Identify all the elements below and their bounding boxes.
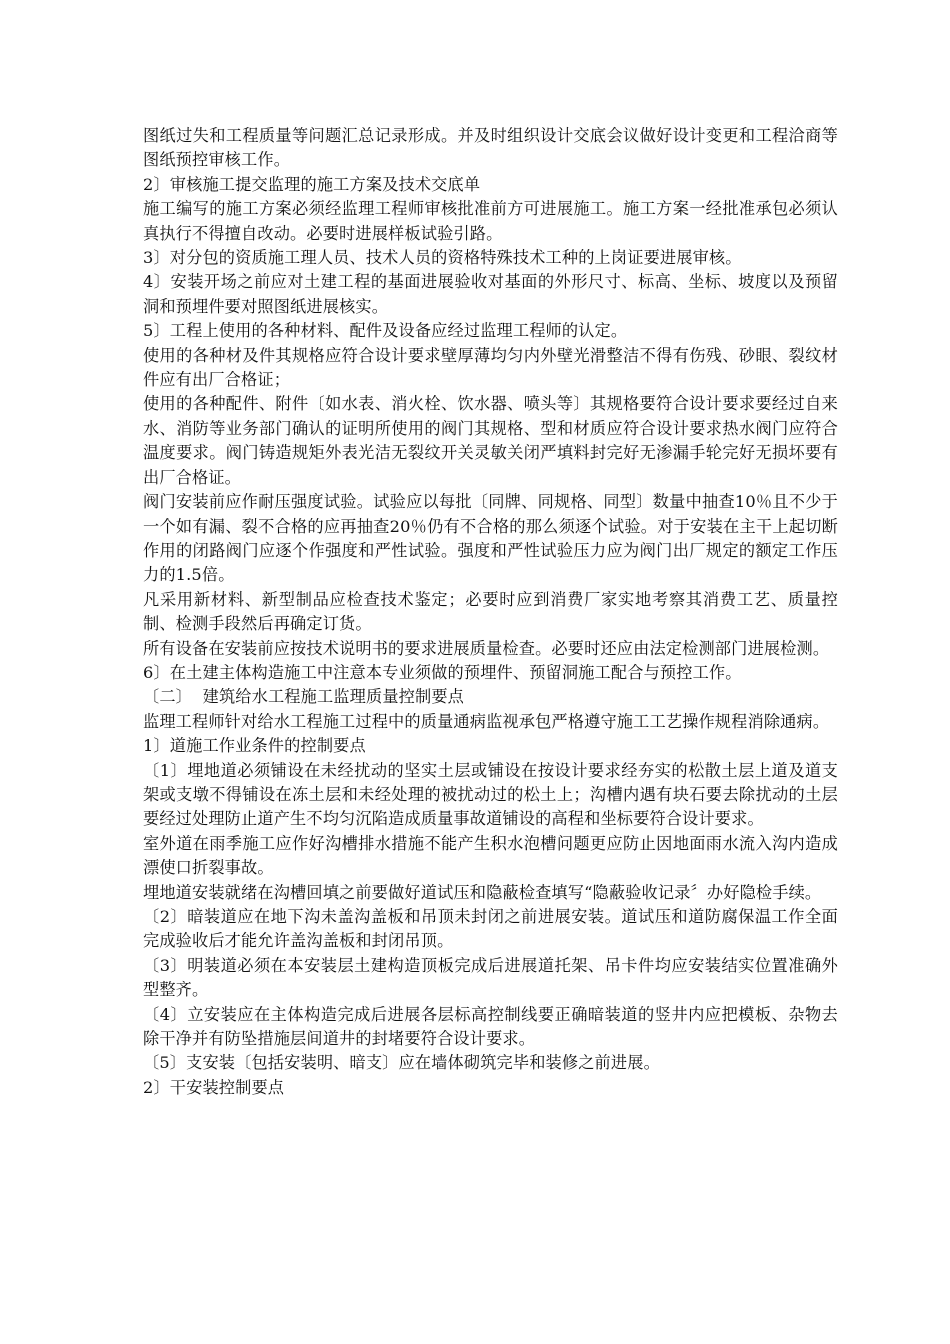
paragraph-17: 室外道在雨季施工应作好沟槽排水措施不能产生积水泡槽问题更应防止因地面雨水流入沟内造成漂使口折裂事故。 [143, 833, 838, 878]
paragraph-1: 图纸过失和工程质量等问题汇总记录形成。并及时组织设计交底会议做好设计变更和工程洽商等图纸预控审核工作。 [143, 126, 838, 170]
paragraph-16: 〔1〕埋地道必须铺设在未经扰动的坚实土层或铺设在按设计要求经夯实的松散土层上道及道支架或支墩不得铺设在冻土层和未经处理的被扰动过的松土上；沟槽内遇有块石要去除扰动的土层要经过处理防止道产生不均匀沉陷造成质量事故道铺设的高程和坐标要符合设计要求。 [143, 760, 838, 829]
heading-item-2: 2〕审核施工提交监理的施工方案及技术交底单 [143, 174, 481, 194]
paragraph-7: 使用的各种材及件其规格应符合设计要求壁厚薄均匀内外壁光滑整洁不得有伤残、砂眼、裂纹材件应有出厂合格证； [143, 345, 838, 390]
heading-item-5: 5〕工程上使用的各种材料、配件及设备应经过监理工程师的认定。 [143, 321, 628, 341]
heading-item-4: 4〕安装开场之前应对土建工程的基面进展验收对基面的外形尺寸、标高、坐标、坡度以及预留洞和预埋件要对照图纸进展核实。 [143, 272, 838, 316]
paragraph-18: 埋地道安装就绪在沟槽回填之前要做好道试压和隐蔽检查填写“隐蔽验收记录〞办好隐检手续。 [143, 882, 822, 902]
document-page [143, 124, 838, 1100]
heading-item-3: 3〕对分包的资质施工理人员、技术人员的资格特殊技术工种的上岗证要进展审核。 [143, 248, 742, 268]
paragraph-22: 〔5〕支安装〔包括安装明、暗支〕应在墙体砌筑完毕和装修之前进展。 [143, 1053, 660, 1073]
subheading-2: 2〕干安装控制要点 [143, 1077, 285, 1097]
paragraph-3: 施工编写的施工方案必须经监理工程师审核批准前方可进展施工。施工方案一经批准承包必须认真执行不得擅自改动。必要时进展样板试验引路。 [143, 199, 838, 243]
section-heading: 〔二〕 建筑给水工程施工监理质量控制要点 [143, 687, 465, 707]
paragraph-9: 阀门安装前应作耐压强度试验。试验应以每批〔同牌、同规格、同型〕数量中抽查10％且不少于一个如有漏、裂不合格的应再抽查20％仍有不合格的那么须逐个试验。对于安装在主干上起切断作用的闭路阀门应逐个作强度和严性试验。强度和严性试验压力应为阀门出厂规定的额定工作压力的1.5倍。 [143, 492, 838, 585]
heading-item-6: 6〕在土建主体构造施工中注意本专业须做的预埋件、预留洞施工配合与预控工作。 [143, 662, 742, 682]
paragraph-11: 所有设备在安装前应按技术说明书的要求进展质量检查。必要时还应由法定检测部门进展检测。 [143, 638, 830, 658]
paragraph-21: 〔4〕立安装应在主体构造完成后进展各层标高控制线要正确暗装道的竖井内应把模板、杂物去除干净并有防坠措施层间道井的封堵要符合设计要求。 [143, 1004, 838, 1049]
paragraph-10: 凡采用新材料、新型制品应检查技术鉴定；必要时应到消费厂家实地考察其消费工艺、质量控制、检测手段然后再确定订货。 [143, 589, 838, 634]
subheading-1: 1〕道施工作业条件的控制要点 [143, 736, 366, 756]
paragraph-14: 监理工程师针对给水工程施工过程中的质量通病监视承包严格遵守施工工艺操作规程消除通病。 [143, 711, 830, 731]
paragraph-19: 〔2〕暗装道应在地下沟未盖沟盖板和吊顶未封闭之前进展安装。道试压和道防腐保温工作全面完成验收后才能允许盖沟盖板和封闭吊顶。 [143, 907, 838, 951]
paragraph-20: 〔3〕明装道必须在本安装层土建构造顶板完成后进展道托架、吊卡件均应安装结实位置准确外型整齐。 [143, 955, 838, 1000]
paragraph-8: 使用的各种配件、附件〔如水表、消火栓、饮水器、喷头等〕其规格要符合设计要求要经过自来水、消防等业务部门确认的证明所使用的阀门其规格、型和材质应符合设计要求热水阀门应符合温度要求。阀门铸造规矩外表光洁无裂纹开关灵敏关闭严填料封完好无渗漏手轮完好无损坏要有出厂合格证。 [143, 394, 838, 487]
